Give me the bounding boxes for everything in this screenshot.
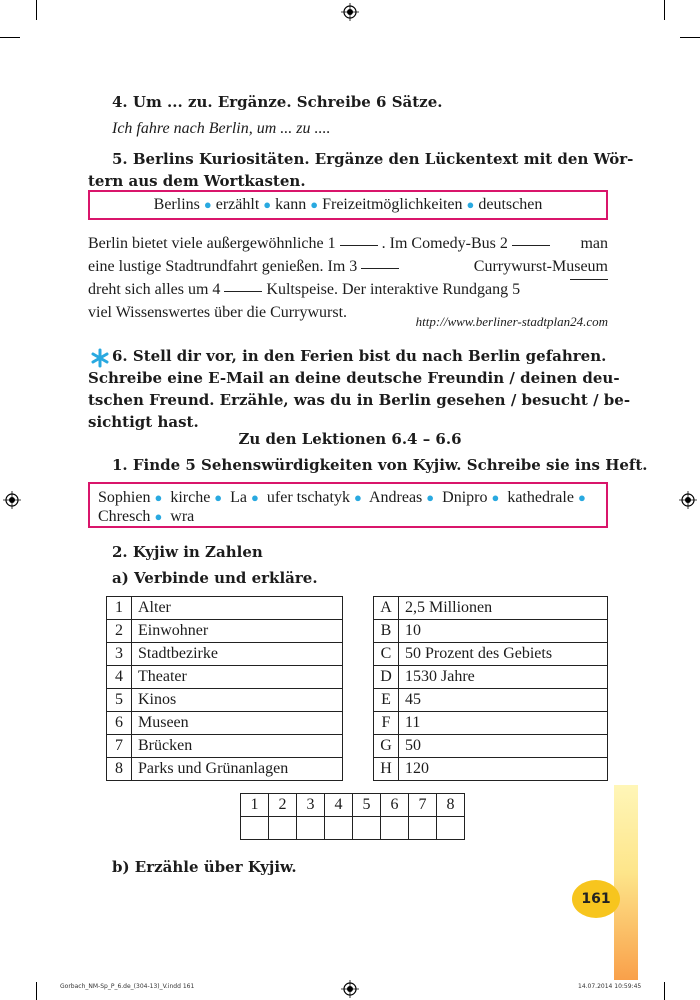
crop-mark xyxy=(36,982,37,1000)
table-row xyxy=(107,597,343,620)
exercise-5-heading-line1: 5. Berlins Kuriositäten. Ergänze den Lückentext mit den Wör- xyxy=(112,150,634,168)
answer-cell[interactable] xyxy=(381,817,409,840)
word-box-item: deutschen xyxy=(478,196,543,213)
gap-blank[interactable] xyxy=(570,278,608,280)
page-number: 161 xyxy=(572,880,620,918)
exercise-4-heading: 4. Um ... zu. Ergänze. Schreibe 6 Sätze. xyxy=(112,93,443,111)
syllable-item: tschatyk xyxy=(296,489,350,506)
row-value: 50 xyxy=(399,735,608,758)
table-row xyxy=(107,758,343,781)
bullet-icon: ● xyxy=(466,197,475,212)
row-label: B xyxy=(374,620,399,643)
row-value: 10 xyxy=(399,620,608,643)
gap-text-segment: viel Wissenswertes über die Currywurst. xyxy=(88,304,348,321)
left-table xyxy=(106,596,343,781)
row-value: 2,5 Millionen xyxy=(399,597,608,620)
answer-cell[interactable] xyxy=(353,817,381,840)
registration-mark-icon xyxy=(679,491,697,509)
row-value: Museen xyxy=(132,712,343,735)
word-box-item: erzählt xyxy=(215,196,260,213)
registration-mark-icon xyxy=(341,3,359,21)
row-value: 50 Prozent des Gebiets xyxy=(399,643,608,666)
syllable-box xyxy=(88,482,608,528)
row-label: 7 xyxy=(107,735,132,758)
kyjiw-exercise-1-heading: 1. Finde 5 Sehenswürdigkeiten von Kyjiw. Schreibe sie ins Heft. xyxy=(112,456,648,474)
answer-cell[interactable] xyxy=(325,817,353,840)
row-value: Stadtbezirke xyxy=(132,643,343,666)
syllable-item: Andreas xyxy=(368,489,423,506)
row-label: A xyxy=(374,597,399,620)
gap-blank[interactable] xyxy=(512,244,550,246)
table-row xyxy=(107,735,343,758)
row-label: 2 xyxy=(107,620,132,643)
crop-mark xyxy=(0,37,20,38)
table-row xyxy=(107,689,343,712)
bullet-icon: ● xyxy=(203,197,212,212)
registration-mark-icon xyxy=(3,491,21,509)
exercise-6-line: Schreibe eine E-Mail an deine deutsche Freundin / deinen deu- xyxy=(88,369,620,387)
gap-text-segment: Kultspeise. Der interaktive Rundgang 5 xyxy=(266,281,521,298)
table-row xyxy=(374,620,608,643)
exercise-6-line: sichtigt hast. xyxy=(88,413,199,431)
exercise-5-heading-line2: tern aus dem Wortkasten. xyxy=(88,172,306,190)
gap-text-segment: . Im Comedy-Bus 2 xyxy=(381,235,508,252)
table-row xyxy=(374,666,608,689)
row-value: Parks und Grünanlagen xyxy=(132,758,343,781)
answer-number: 5 xyxy=(353,794,381,817)
edge-stripe xyxy=(614,785,638,980)
syllable-item: La xyxy=(230,489,248,506)
answer-cell[interactable] xyxy=(409,817,437,840)
syllable-item: ufer xyxy=(266,489,293,506)
row-label: 8 xyxy=(107,758,132,781)
row-value: 11 xyxy=(399,712,608,735)
gap-text-segment: Currywurst-Museum xyxy=(473,258,608,275)
gap-blank[interactable] xyxy=(224,290,262,292)
bullet-icon: ● xyxy=(154,490,163,505)
row-value: Einwohner xyxy=(132,620,343,643)
word-box-item: Freizeitmöglichkeiten xyxy=(322,196,463,213)
row-value: Brücken xyxy=(132,735,343,758)
gap-blank[interactable] xyxy=(340,244,378,246)
row-value: 120 xyxy=(399,758,608,781)
row-value: Alter xyxy=(132,597,343,620)
gap-text xyxy=(88,232,608,324)
table-row xyxy=(374,735,608,758)
syllable-item: kathedrale xyxy=(507,489,574,506)
answer-cell[interactable] xyxy=(297,817,325,840)
syllable-item: wra xyxy=(170,508,195,525)
table-row xyxy=(374,689,608,712)
answer-number: 4 xyxy=(325,794,353,817)
answer-number: 3 xyxy=(297,794,325,817)
syllable-item: Dnipro xyxy=(442,489,488,506)
answer-cell[interactable] xyxy=(437,817,465,840)
table-row xyxy=(374,712,608,735)
crop-mark xyxy=(680,37,700,38)
answer-number: 8 xyxy=(437,794,465,817)
gap-text-segment: man xyxy=(580,235,608,252)
row-value: 45 xyxy=(399,689,608,712)
kyjiw-exercise-2b-heading: b) Erzähle über Kyjiw. xyxy=(112,858,297,876)
answer-number: 6 xyxy=(381,794,409,817)
row-label: G xyxy=(374,735,399,758)
bullet-icon: ● xyxy=(353,490,362,505)
answer-number: 1 xyxy=(241,794,269,817)
row-label: E xyxy=(374,689,399,712)
answer-cell[interactable] xyxy=(241,817,269,840)
row-label: 6 xyxy=(107,712,132,735)
table-row xyxy=(107,643,343,666)
kyjiw-exercise-2-heading: 2. Kyjiw in Zahlen xyxy=(112,543,263,561)
table-row xyxy=(374,758,608,781)
answer-grid xyxy=(240,793,465,840)
bullet-icon: ● xyxy=(426,490,435,505)
row-value: Kinos xyxy=(132,689,343,712)
exercise-6-line: tschen Freund. Erzähle, was du in Berlin gesehen / besucht / be- xyxy=(88,391,631,409)
kyjiw-exercise-2a-heading: a) Verbinde und erkläre. xyxy=(112,569,318,587)
syllable-item: Chresch xyxy=(98,508,151,525)
crop-mark xyxy=(664,982,665,1000)
bullet-icon: ● xyxy=(577,490,586,505)
exercise-4-example: Ich fahre nach Berlin, um ... zu .... xyxy=(112,120,331,137)
word-box xyxy=(88,190,608,220)
row-label: D xyxy=(374,666,399,689)
crop-mark xyxy=(664,0,665,20)
table-row xyxy=(107,712,343,735)
row-label: 5 xyxy=(107,689,132,712)
bullet-icon: ● xyxy=(263,197,272,212)
row-label: 4 xyxy=(107,666,132,689)
gap-blank[interactable] xyxy=(361,267,399,269)
bullet-icon: ● xyxy=(310,197,319,212)
row-value: 1530 Jahre xyxy=(399,666,608,689)
row-label: C xyxy=(374,643,399,666)
word-box-item: kann xyxy=(275,196,307,213)
right-table xyxy=(373,596,608,781)
exercise-6-line: 6. Stell dir vor, in den Ferien bist du nach Berlin gefahren. xyxy=(112,347,607,365)
row-label: 3 xyxy=(107,643,132,666)
bullet-icon: ● xyxy=(214,490,223,505)
exercise-5-heading xyxy=(88,148,634,192)
footer-timestamp: 14.07.2014 10:59:45 xyxy=(578,983,642,990)
table-row xyxy=(107,666,343,689)
source-url: http://www.berliner-stadtplan24.com xyxy=(415,314,608,329)
gap-text-segment: eine lustige Stadtrundfahrt genießen. Im 3 xyxy=(88,258,358,275)
exercise-6-text xyxy=(88,345,631,433)
asterisk-icon xyxy=(90,348,110,368)
gap-text-segment: Berlin bietet viele außergewöhnliche 1 xyxy=(88,235,336,252)
row-label: 1 xyxy=(107,597,132,620)
crop-mark xyxy=(36,0,37,20)
table-row xyxy=(107,620,343,643)
table-row xyxy=(374,643,608,666)
registration-mark-icon xyxy=(341,980,359,998)
answer-cell[interactable] xyxy=(269,817,297,840)
bullet-icon: ● xyxy=(251,490,259,505)
row-value: Theater xyxy=(132,666,343,689)
syllable-item: Sophien xyxy=(98,489,151,506)
answer-number: 2 xyxy=(269,794,297,817)
syllable-item: kirche xyxy=(170,489,211,506)
section-title: Zu den Lektionen 6.4 – 6.6 xyxy=(238,430,462,448)
footer-file-info: Gorbach_NM-Sp_P_6.de_(304-13)_V.indd 161 xyxy=(60,983,195,990)
gap-text-segment: dreht sich alles um 4 xyxy=(88,281,221,298)
bullet-icon: ● xyxy=(154,509,163,524)
bullet-icon: ● xyxy=(491,490,500,505)
row-label: H xyxy=(374,758,399,781)
word-box-item: Berlins xyxy=(153,196,200,213)
row-label: F xyxy=(374,712,399,735)
table-row xyxy=(374,597,608,620)
answer-number: 7 xyxy=(409,794,437,817)
